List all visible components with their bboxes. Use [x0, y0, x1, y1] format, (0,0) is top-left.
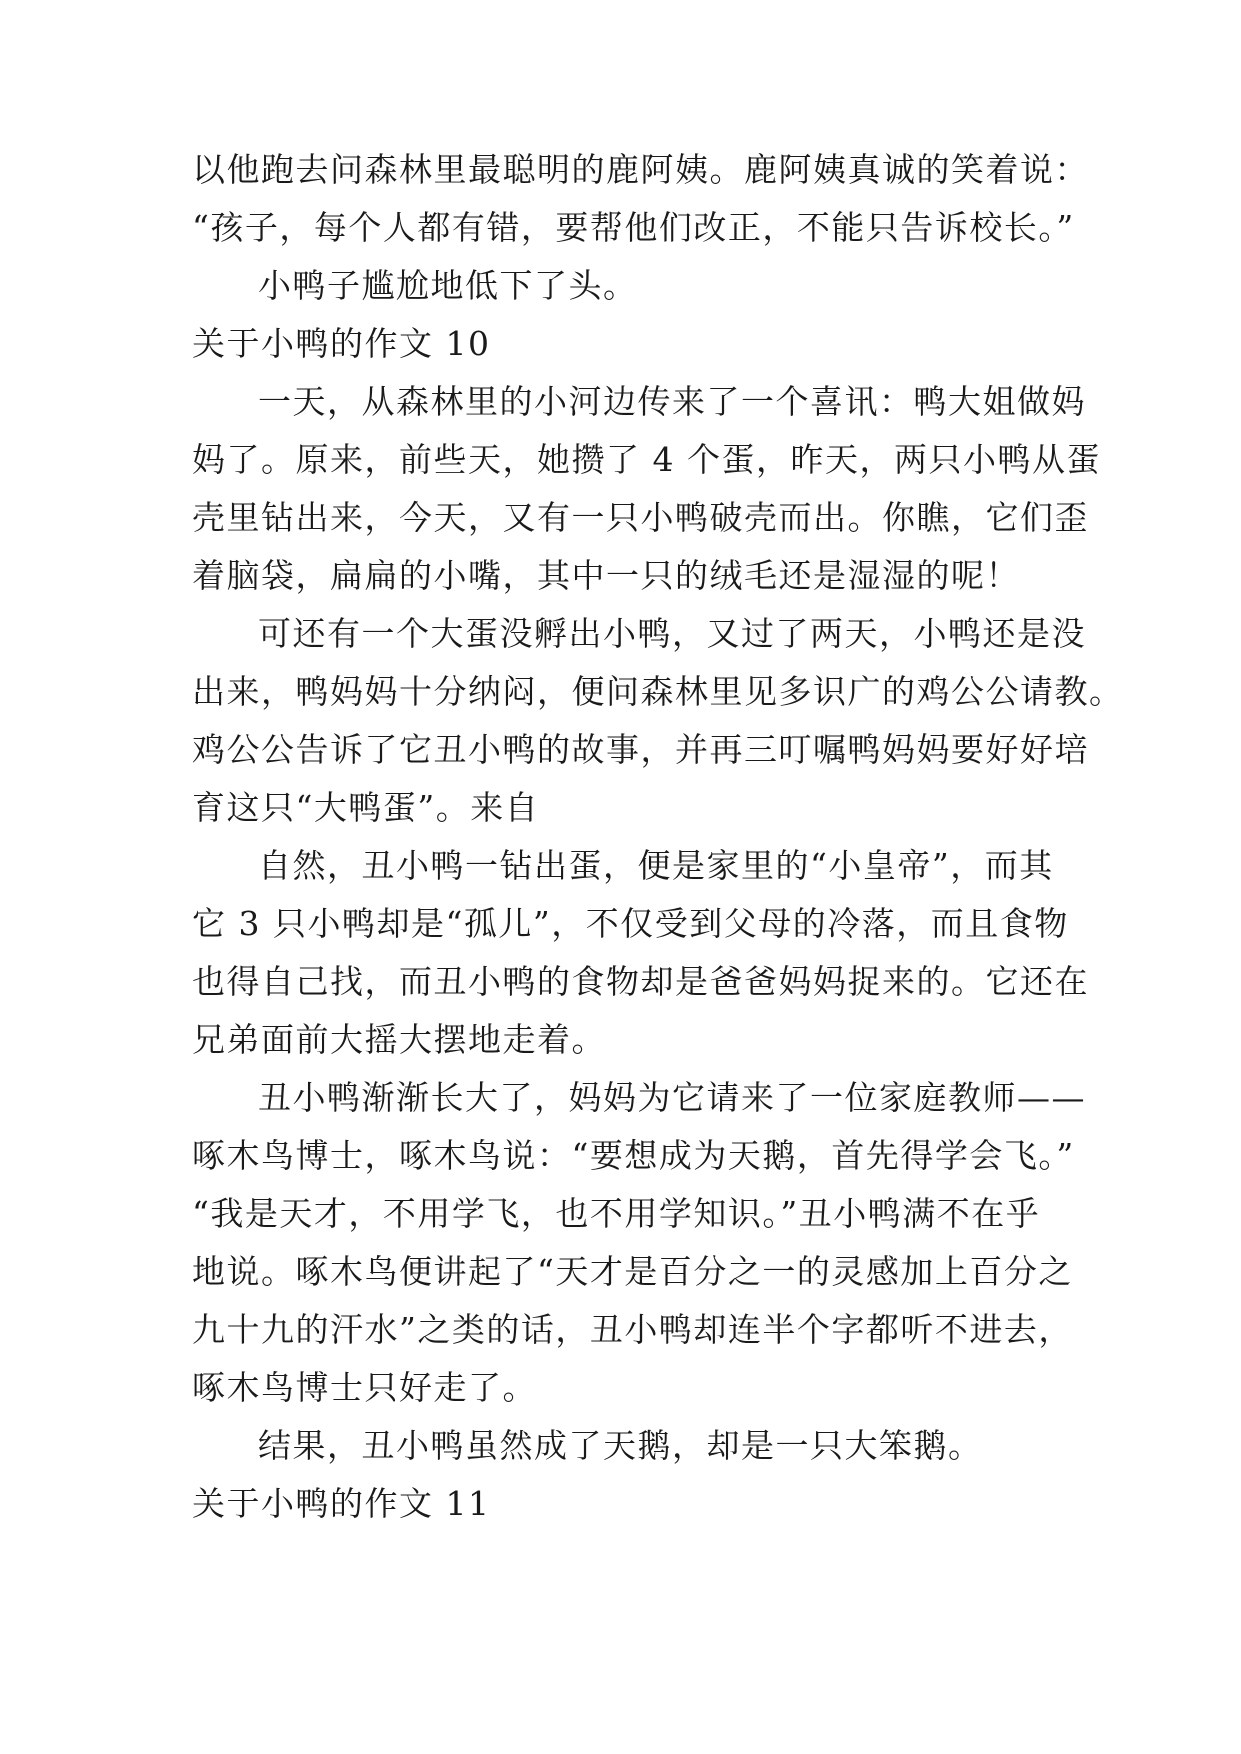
text-line: 九十九的汗水”之类的话，丑小鸭却连半个字都听不进去，	[192, 1310, 1073, 1349]
text-line: 出来，鸭妈妈十分纳闷，便问森林里见多识广的鸡公公请教。	[192, 672, 1124, 711]
text-line: 小鸭子尴尬地低下了头。	[258, 266, 638, 305]
text-line: 壳里钻出来，今天，又有一只小鸭破壳而出。你瞧，它们歪	[192, 498, 1089, 537]
text-line: 可还有一个大蛋没孵出小鸭，又过了两天，小鸭还是没	[258, 614, 1086, 653]
text-line: 自然，丑小鸭一钻出蛋，便是家里的“小皇帝”，而其	[258, 846, 1054, 885]
section-heading: 关于小鸭的作文 11	[192, 1484, 491, 1523]
text-line: 育这只“大鸭蛋”。来自	[192, 788, 540, 827]
text-line: 一天，从森林里的小河边传来了一个喜讯：鸭大姐做妈	[258, 382, 1086, 421]
text-line: “我是天才，不用学飞，也不用学知识。”丑小鸭满不在乎	[192, 1194, 1041, 1233]
text-line: 地说。啄木鸟便讲起了“天才是百分之一的灵感加上百分之	[192, 1252, 1073, 1291]
text-line: 丑小鸭渐渐长大了，妈妈为它请来了一位家庭教师——	[258, 1078, 1086, 1117]
text-line: 啄木鸟博士，啄木鸟说：“要想成为天鹅，首先得学会飞。”	[192, 1136, 1075, 1175]
text-line: “孩子，每个人都有错，要帮他们改正，不能只告诉校长。”	[192, 208, 1075, 247]
text-line: 啄木鸟博士只好走了。	[192, 1368, 537, 1407]
text-line: 也得自己找，而丑小鸭的食物却是爸爸妈妈捉来的。它还在	[192, 962, 1089, 1001]
text-line: 妈了。原来，前些天，她攒了 4 个蛋，昨天，两只小鸭从蛋	[192, 440, 1101, 479]
text-line: 它 3 只小鸭却是“孤儿”，不仅受到父母的冷落，而且食物	[192, 904, 1069, 943]
text-line: 鸡公公告诉了它丑小鸭的故事，并再三叮嘱鸭妈妈要好好培	[192, 730, 1089, 769]
text-line: 以他跑去问森林里最聪明的鹿阿姨。鹿阿姨真诚的笑着说：	[192, 150, 1089, 189]
text-line: 着脑袋，扁扁的小嘴，其中一只的绒毛还是湿湿的呢！	[192, 556, 1020, 595]
text-line: 兄弟面前大摇大摆地走着。	[192, 1020, 606, 1059]
section-heading: 关于小鸭的作文 10	[192, 324, 491, 363]
text-line: 结果，丑小鸭虽然成了天鹅，却是一只大笨鹅。	[258, 1426, 983, 1465]
